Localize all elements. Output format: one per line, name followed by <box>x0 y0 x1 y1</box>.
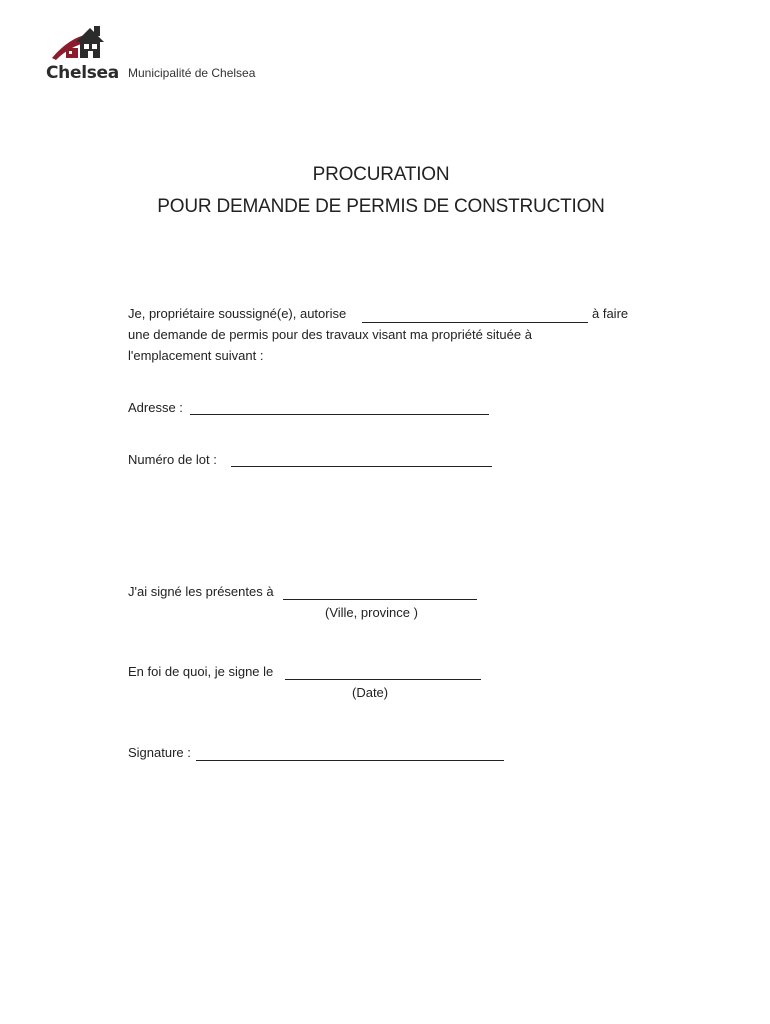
lot-number-label: Numéro de lot : <box>128 452 217 467</box>
intro-text-start: Je, propriétaire soussigné(e), autorise <box>128 306 347 321</box>
chelsea-logo <box>46 22 118 84</box>
intro-text-line3: l'emplacement suivant : <box>128 348 264 363</box>
address-field[interactable] <box>190 414 489 415</box>
intro-text-end: à faire <box>592 306 629 321</box>
date-hint: (Date) <box>352 685 389 700</box>
intro-text-line2: une demande de permis pour des travaux visant ma propriété située à <box>128 327 532 342</box>
signature-label: Signature : <box>128 745 191 760</box>
document-subtitle: POUR DEMANDE DE PERMIS DE CONSTRUCTION <box>157 196 605 217</box>
authorized-person-field[interactable] <box>362 322 588 323</box>
logo-wordmark: Chelsea <box>46 63 119 83</box>
city-province-hint: (Ville, province ) <box>325 605 418 620</box>
lot-number-field[interactable] <box>231 466 492 467</box>
in-faith-label: En foi de quoi, je signe le <box>128 664 274 679</box>
address-label: Adresse : <box>128 400 183 415</box>
date-field[interactable] <box>285 679 481 680</box>
signed-at-label: J'ai signé les présentes à <box>128 584 274 599</box>
signature-field[interactable] <box>196 760 504 761</box>
house-logo-icon <box>50 22 114 64</box>
signed-at-field[interactable] <box>283 599 477 600</box>
document-title: PROCURATION <box>312 164 450 185</box>
municipality-name: Municipalité de Chelsea <box>128 66 256 80</box>
